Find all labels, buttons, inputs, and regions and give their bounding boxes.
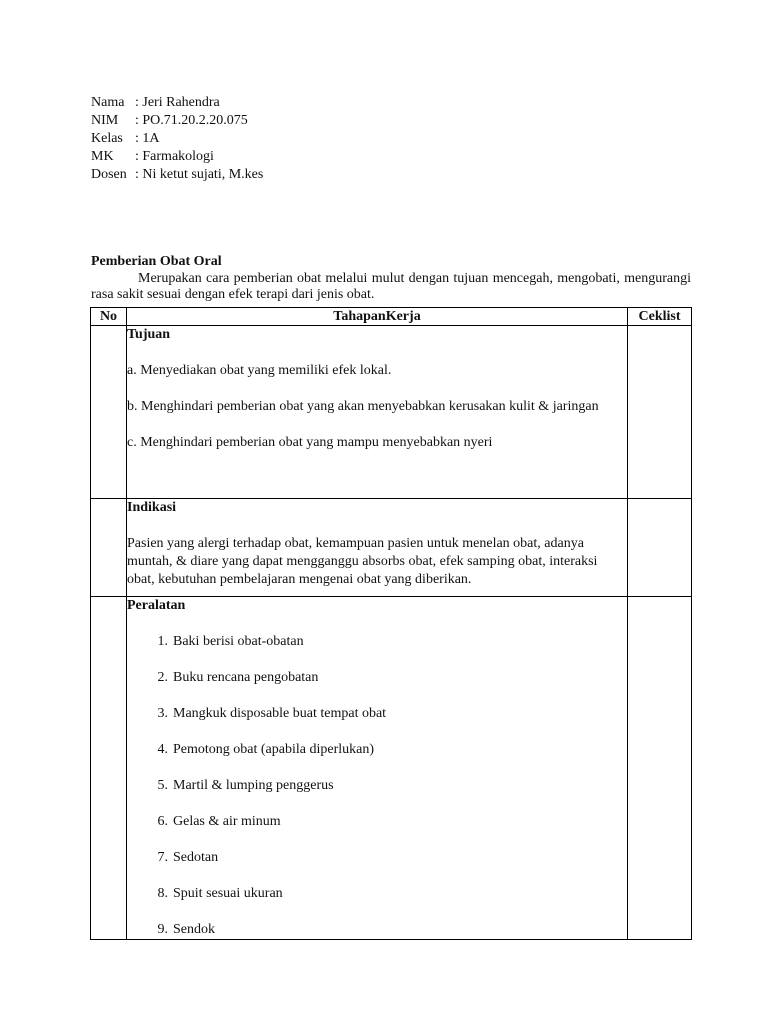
list-number: 3. xyxy=(157,706,168,721)
info-label: MK xyxy=(91,149,114,164)
table-row-tujuan xyxy=(91,326,692,499)
info-value: : Farmakologi xyxy=(135,149,214,164)
block-title-indikasi: Indikasi xyxy=(127,500,177,515)
list-number: 6. xyxy=(157,814,168,829)
list-text: Sendok xyxy=(173,922,215,937)
tujuan-item: b. Menghindari pemberian obat yang akan menyebabkan kerusakan kulit & jaringan xyxy=(127,399,599,414)
list-number: 8. xyxy=(157,886,168,901)
list-text: Mangkuk disposable buat tempat obat xyxy=(173,706,387,721)
list-number: 9. xyxy=(157,922,168,937)
cell-no xyxy=(91,597,127,940)
list-text: Baki berisi obat-obatan xyxy=(173,634,304,649)
cell-no xyxy=(91,499,127,597)
list-text: Spuit sesuai ukuran xyxy=(173,886,283,901)
info-row-mk xyxy=(91,148,263,166)
info-label: NIM xyxy=(91,113,119,128)
list-text: Pemotong obat (apabila diperlukan) xyxy=(173,742,374,757)
info-value: : 1A xyxy=(135,131,160,146)
list-item xyxy=(127,633,627,651)
cell-work-indikasi xyxy=(127,499,628,597)
info-label: Dosen xyxy=(91,167,127,182)
table-header-row xyxy=(91,308,692,326)
indikasi-text: Pasien yang alergi terhadap obat, kemampuan pasien untuk menelan obat, adanya muntah, & diare yang dapat mengganggu absorbs obat, efek samping obat, interaksi obat, kebutuhan pembelajaran mengenai obat yang diberikan. xyxy=(127,536,598,587)
block-title-tujuan: Tujuan xyxy=(127,327,171,342)
list-text: Gelas & air minum xyxy=(173,814,281,829)
cell-no xyxy=(91,326,127,499)
info-row-dosen xyxy=(91,166,263,184)
list-number: 2. xyxy=(157,670,168,685)
list-item xyxy=(127,741,627,759)
list-text: Sedotan xyxy=(173,850,219,865)
header-work: TahapanKerja xyxy=(127,308,628,326)
header-check: Ceklist xyxy=(628,308,692,326)
list-item xyxy=(127,705,627,723)
list-item xyxy=(127,777,627,795)
block-title-peralatan: Peralatan xyxy=(127,598,186,613)
cell-check xyxy=(628,597,692,940)
intro-text: Merupakan cara pemberian obat melalui mulut dengan tujuan mencegah, mengobati, mengurangi rasa sakit sesuai dengan efek terapi dari jenis obat. xyxy=(91,271,691,302)
list-item xyxy=(127,813,627,831)
list-number: 1. xyxy=(157,634,168,649)
info-row-nama xyxy=(91,94,263,112)
tujuan-item: c. Menghindari pemberian obat yang mampu menyebabkan nyeri xyxy=(127,435,493,450)
equipment-list xyxy=(127,633,627,939)
list-number: 5. xyxy=(157,778,168,793)
cell-work-peralatan xyxy=(127,597,628,940)
section-title: Pemberian Obat Oral xyxy=(91,254,222,269)
table-row-peralatan xyxy=(91,597,692,940)
list-number: 4. xyxy=(157,742,168,757)
info-row-kelas xyxy=(91,130,263,148)
list-text: Martil & lumping penggerus xyxy=(173,778,334,793)
list-item xyxy=(127,849,627,867)
list-item xyxy=(127,669,627,687)
cell-work-tujuan xyxy=(127,326,628,499)
list-text: Buku rencana pengobatan xyxy=(173,670,319,685)
list-item xyxy=(127,885,627,903)
list-number: 7. xyxy=(157,850,168,865)
cell-check xyxy=(628,326,692,499)
procedure-table xyxy=(90,307,692,940)
student-info xyxy=(91,94,263,184)
list-item xyxy=(127,921,627,939)
info-value: : Ni ketut sujati, M.kes xyxy=(135,167,264,182)
header-no: No xyxy=(91,308,127,326)
info-label: Nama xyxy=(91,95,125,110)
section-intro xyxy=(91,271,691,303)
info-value: : Jeri Rahendra xyxy=(135,95,220,110)
tujuan-item: a. Menyediakan obat yang memiliki efek lokal. xyxy=(127,363,392,378)
table-row-indikasi xyxy=(91,499,692,597)
info-label: Kelas xyxy=(91,131,123,146)
cell-check xyxy=(628,499,692,597)
info-row-nim xyxy=(91,112,263,130)
info-value: : PO.71.20.2.20.075 xyxy=(135,113,248,128)
